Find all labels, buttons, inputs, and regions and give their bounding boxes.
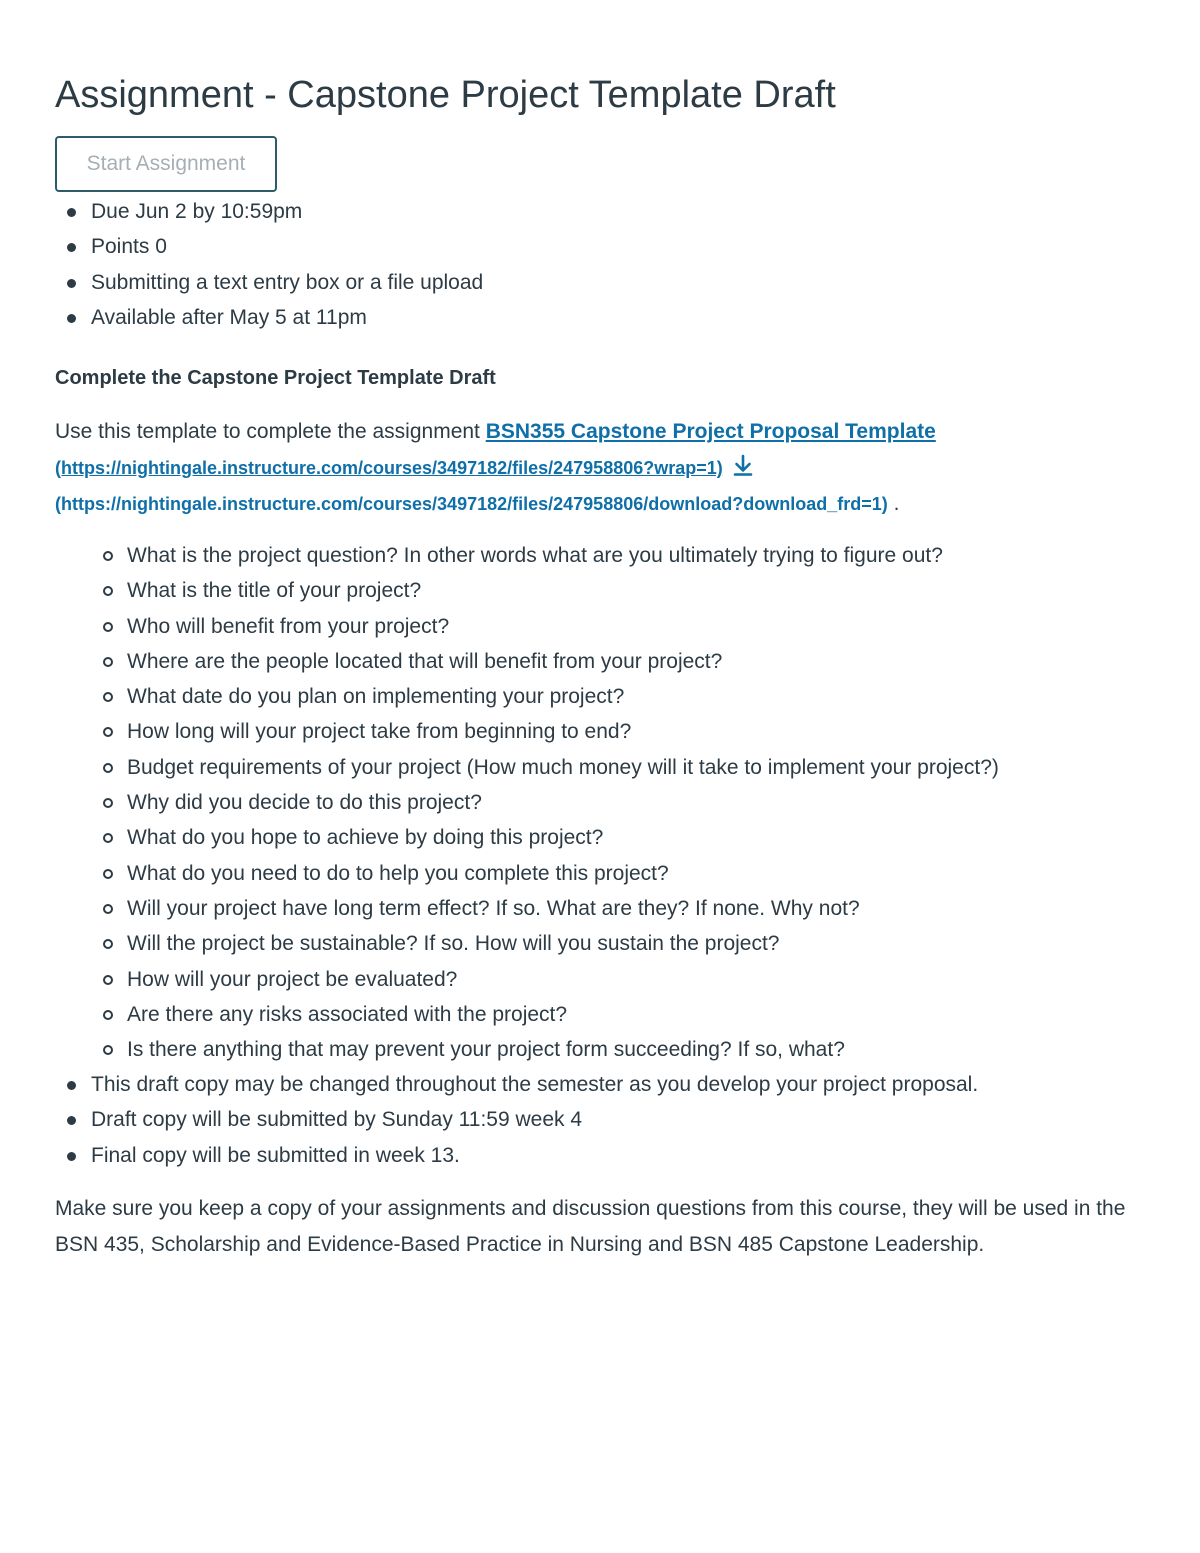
intro-text: Use this template to complete the assignment: [55, 420, 486, 443]
notes-list: [55, 1067, 978, 1173]
download-link-url[interactable]: (https://nightingale.instructure.com/courses/3497182/files/247958806/download?download_frd=1): [55, 494, 888, 514]
list-item: Budget requirements of your project (How much money will it take to implement your project?): [91, 750, 999, 785]
template-link-url[interactable]: (https://nightingale.instructure.com/courses/3497182/files/247958806?wrap=1): [55, 457, 723, 478]
list-item: Where are the people located that will benefit from your project?: [91, 644, 999, 679]
submission-types: Submitting a text entry box or a file upload: [55, 265, 483, 300]
intro-end: .: [887, 492, 900, 515]
list-item: Will the project be sustainable? If so. How will you sustain the project?: [91, 926, 999, 961]
list-item: Draft copy will be submitted by Sunday 11:59 week 4: [55, 1102, 978, 1137]
list-item: What do you need to do to help you complete this project?: [91, 856, 999, 891]
list-item: Will your project have long term effect? If so. What are they? If none. Why not?: [91, 891, 999, 926]
start-assignment-button[interactable]: Start Assignment: [55, 136, 277, 192]
list-item: What do you hope to achieve by doing this project?: [91, 820, 999, 855]
due-date: Due Jun 2 by 10:59pm: [55, 194, 483, 229]
list-item: Is there anything that may prevent your project form succeeding? If so, what?: [91, 1032, 999, 1067]
list-item: Final copy will be submitted in week 13.: [55, 1138, 978, 1173]
questions-list: [91, 538, 999, 1067]
availability: Available after May 5 at 11pm: [55, 300, 483, 335]
list-item: Who will benefit from your project?: [91, 609, 999, 644]
list-item: What is the project question? In other words what are you ultimately trying to figure out?: [91, 538, 999, 573]
list-item: How will your project be evaluated?: [91, 962, 999, 997]
points: Points 0: [55, 229, 483, 264]
list-item: How long will your project take from beginning to end?: [91, 714, 999, 749]
list-item: What date do you plan on implementing your project?: [91, 679, 999, 714]
assignment-details-list: [55, 194, 483, 335]
list-item: Are there any risks associated with the project?: [91, 997, 999, 1032]
download-icon[interactable]: [731, 453, 755, 477]
section-heading: Complete the Capstone Project Template Draft: [55, 367, 496, 389]
list-item: What is the title of your project?: [91, 573, 999, 608]
closing-paragraph: Make sure you keep a copy of your assignments and discussion questions from this course, they will be used in the BSN 435, Scholarship and Evidence-Based Practice in Nursing and BSN 485 Capstone Leadership.: [55, 1197, 1126, 1256]
template-link[interactable]: BSN355 Capstone Project Proposal Template: [485, 420, 936, 443]
list-item: This draft copy may be changed throughout the semester as you develop your project proposal.: [55, 1067, 978, 1102]
page-title: Assignment - Capstone Project Template Draft: [55, 74, 836, 116]
intro-paragraph: [55, 414, 1145, 523]
list-item: Why did you decide to do this project?: [91, 785, 999, 820]
